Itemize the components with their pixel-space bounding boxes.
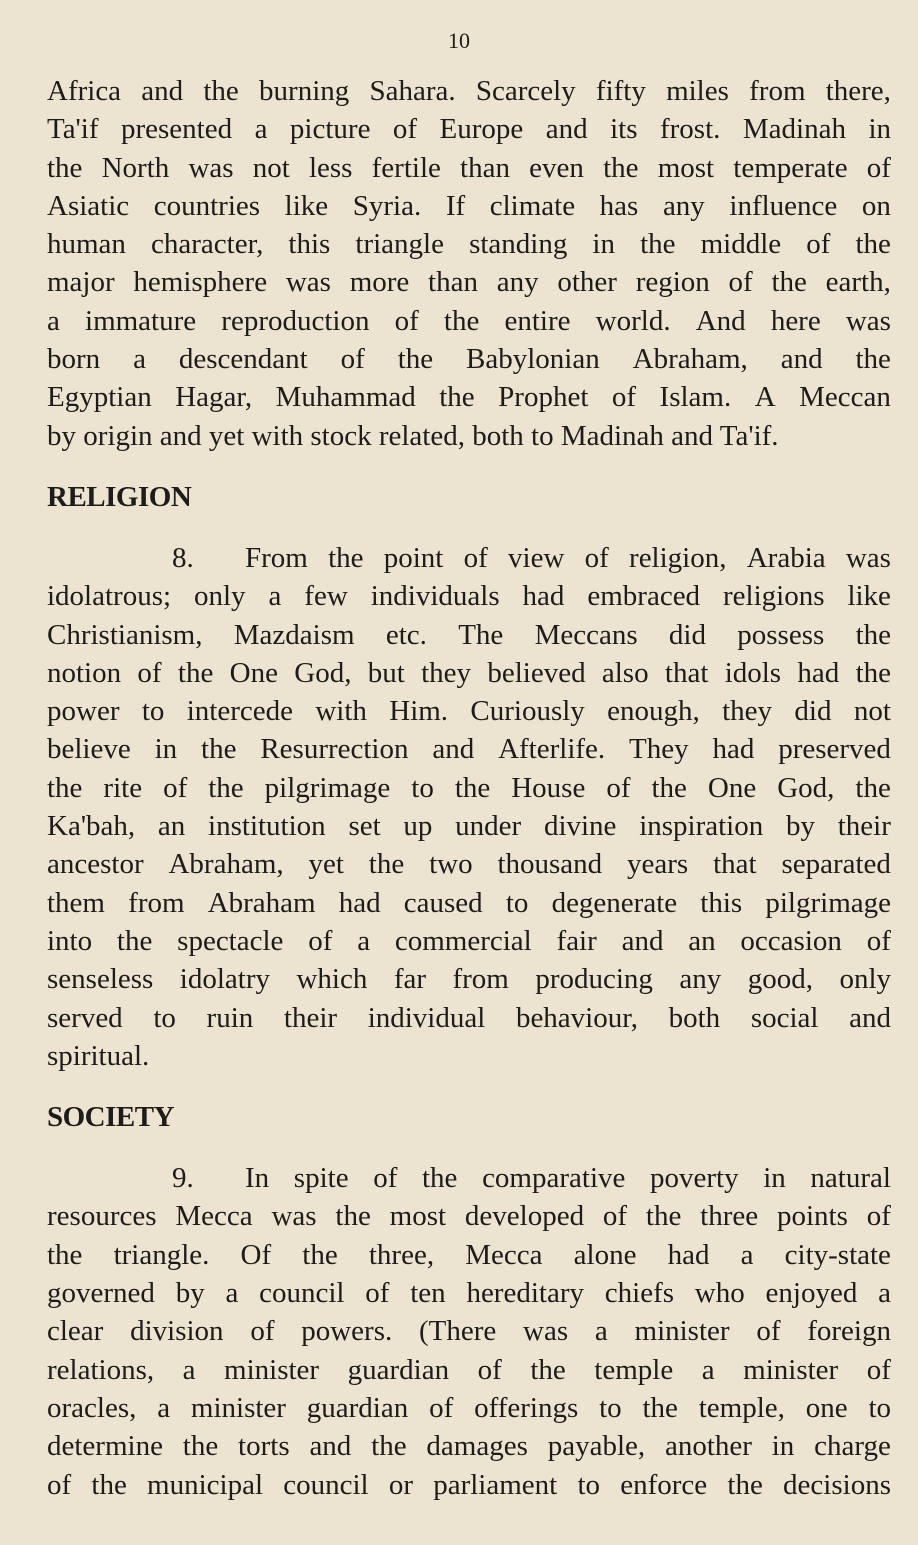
text-line: of the municipal council or parliament to enforce the decisions: [47, 1468, 891, 1501]
text-line: into the spectacle of a commercial fair and an occasion of: [47, 924, 891, 957]
text-line: by origin and yet with stock related, both to Madinah and Ta'if.: [47, 419, 779, 452]
text-line: believe in the Resurrection and Afterlife. They had preserved: [47, 733, 891, 766]
text-line: a immature reproduction of the entire world. And here was: [47, 304, 891, 337]
text-line: Ka'bah, an institution set up under divine inspiration by their: [47, 810, 891, 843]
text-line: clear division of powers. (There was a minister of foreign: [47, 1315, 891, 1348]
section-heading-religion: RELIGION: [47, 480, 192, 513]
text-line: Christianism, Mazdaism etc. The Meccans did possess the: [47, 618, 891, 651]
text-line: power to intercede with Him. Curiously enough, they did not: [47, 695, 891, 728]
text-line: 8. From the point of view of religion, Arabia was: [47, 539, 891, 577]
text-line: relations, a minister guardian of the temple a minister of: [47, 1353, 891, 1386]
intro-paragraph: [47, 72, 891, 455]
text-line: 9. In spite of the comparative poverty in natural: [47, 1159, 891, 1197]
text-line: determine the torts and the damages payable, another in charge: [47, 1430, 891, 1463]
text-line: spiritual.: [47, 1039, 150, 1072]
section-heading-society: SOCIETY: [47, 1101, 175, 1134]
text-line: idolatrous; only a few individuals had embraced religions like: [47, 580, 891, 613]
text-line: served to ruin their individual behaviour, both social and: [47, 1001, 891, 1034]
text-line: the rite of the pilgrimage to the House of the One God, the: [47, 771, 891, 804]
text-line: ancestor Abraham, yet the two thousand years that separated: [47, 848, 891, 881]
text-line: Asiatic countries like Syria. If climate has any influence on: [47, 189, 891, 222]
religion-paragraph: [47, 539, 891, 1075]
society-paragraph: [47, 1159, 891, 1504]
text-line: human character, this triangle standing in the middle of the: [47, 228, 891, 261]
text-line: major hemisphere was more than any other region of the earth,: [47, 266, 891, 299]
text-line: Egyptian Hagar, Muhammad the Prophet of Islam. A Meccan: [47, 381, 891, 414]
text-line: them from Abraham had caused to degenerate this pilgrimage: [47, 886, 891, 919]
text-line: oracles, a minister guardian of offerings to the temple, one to: [47, 1391, 891, 1424]
page-number: 10: [448, 28, 470, 53]
text-line: resources Mecca was the most developed of the three points of: [47, 1200, 891, 1233]
paragraph-number: 9.: [172, 1162, 194, 1195]
paragraph-number: 8.: [172, 541, 194, 574]
text-line: born a descendant of the Babylonian Abraham, and the: [47, 343, 891, 376]
text-line: senseless idolatry which far from producing any good, only: [47, 963, 891, 996]
text-line: Africa and the burning Sahara. Scarcely fifty miles from there,: [47, 75, 891, 107]
text-line: Ta'if presented a picture of Europe and its frost. Madinah in: [47, 113, 891, 146]
text-line: the triangle. Of the three, Mecca alone had a city-state: [47, 1238, 891, 1271]
page-body: [47, 72, 891, 1504]
text-line: notion of the One God, but they believed also that idols had the: [47, 656, 891, 689]
text-line: the North was not less fertile than even the most temperate of: [47, 151, 891, 184]
text-line: governed by a council of ten hereditary chiefs who enjoyed a: [47, 1277, 891, 1310]
